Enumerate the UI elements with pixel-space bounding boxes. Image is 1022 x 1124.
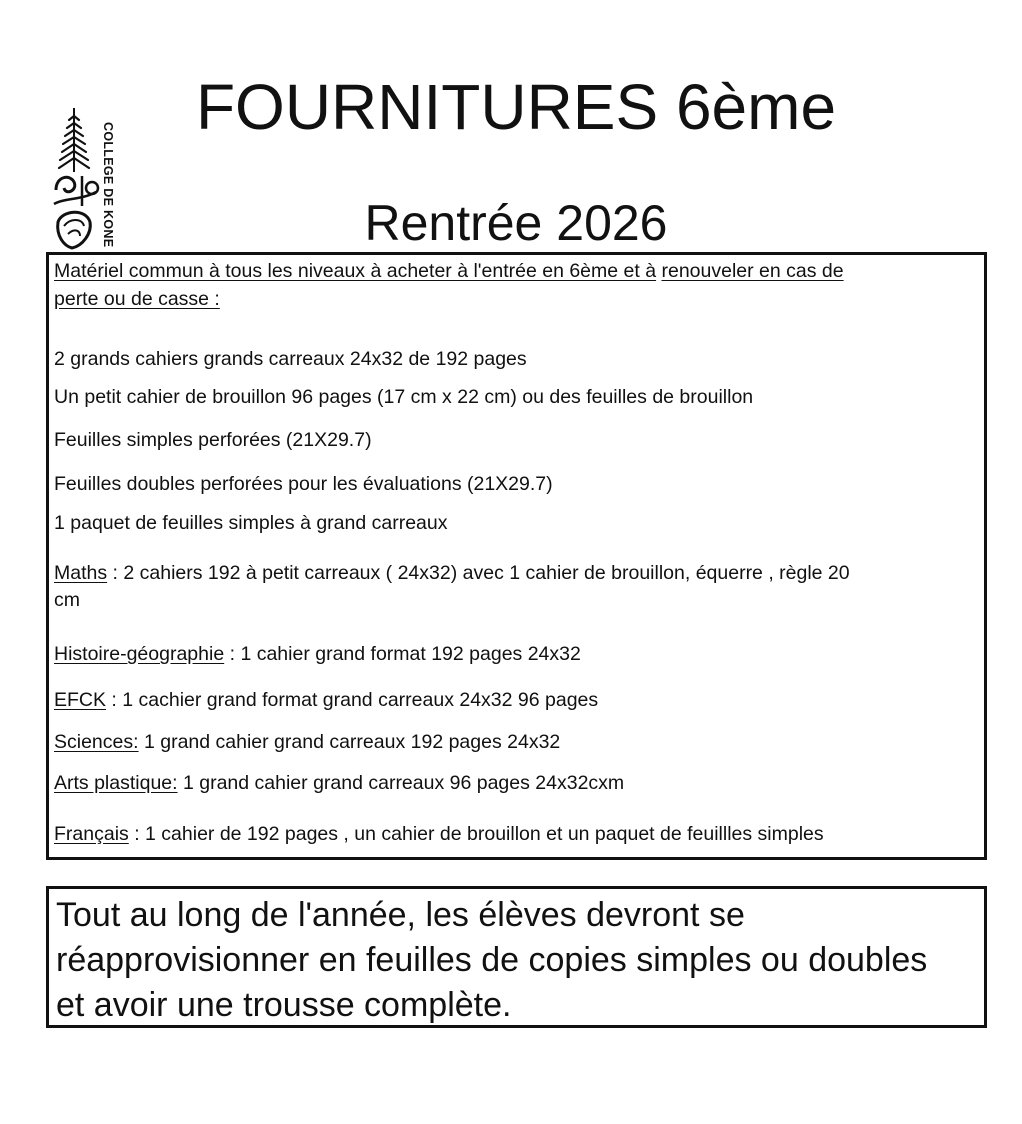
notice-text: Tout au long de l'année, les élèves devront se réapprovisionner en feuilles de copies simples ou doubles et avoir une trousse complète.	[56, 896, 928, 1024]
subject-name: EFCK	[54, 689, 107, 711]
intro-text-renew: renouveler en cas de	[661, 260, 844, 282]
subject-text: : 2 cahiers 192 à petit carreaux ( 24x32) avec 1 cahier de brouillon, équerre , règle 20	[107, 562, 850, 584]
intro-line-2	[54, 285, 220, 313]
page-subtitle: Rentrée 2026	[364, 195, 668, 251]
page-title: FOURNITURES 6ème	[195, 71, 837, 143]
subject-text: : 1 cachier grand format grand carreaux 24x32 96 pages	[106, 689, 599, 711]
subject-name: Maths	[54, 562, 108, 584]
subject-francais	[54, 820, 824, 848]
subject-text: : 1 cahier grand format 192 pages 24x32	[224, 643, 581, 665]
subject-arts	[54, 769, 624, 797]
intro-text-2: perte ou de casse :	[54, 288, 220, 310]
list-item: 2 grands cahiers grands carreaux 24x32 de 192 pages	[54, 348, 527, 370]
list-item: 1 paquet de feuilles simples à grand carreaux	[54, 512, 448, 534]
subject-name: Histoire-géographie	[54, 643, 225, 665]
logo-text: COLLEGE DE KONE	[101, 122, 115, 248]
subject-text: 1 grand cahier grand carreaux 192 pages 24x32	[138, 731, 561, 753]
subject-name: Sciences:	[54, 731, 139, 753]
intro-line	[54, 257, 844, 285]
notice-box	[46, 886, 987, 1028]
subject-name: Français	[54, 823, 129, 845]
subject-name: Arts plastique:	[54, 772, 178, 794]
supplies-box	[46, 252, 987, 860]
subject-maths	[54, 559, 850, 587]
subject-histoire	[54, 640, 581, 668]
subject-text: 1 grand cahier grand carreaux 96 pages 24x32cxm	[177, 772, 625, 794]
subject-sciences	[54, 728, 560, 756]
list-item: Feuilles simples perforées (21X29.7)	[54, 429, 372, 451]
intro-text: Matériel commun à tous les niveaux à acheter à l'entrée en 6ème et à	[54, 260, 657, 282]
subject-maths-cont: cm	[54, 589, 80, 611]
subject-efck	[54, 686, 598, 714]
list-item: Feuilles doubles perforées pour les évaluations (21X29.7)	[54, 473, 553, 495]
subject-text: : 1 cahier de 192 pages , un cahier de brouillon et un paquet de feuillles simples	[128, 823, 824, 845]
list-item: Un petit cahier de brouillon 96 pages (17 cm x 22 cm) ou des feuilles de brouillon	[54, 386, 754, 408]
